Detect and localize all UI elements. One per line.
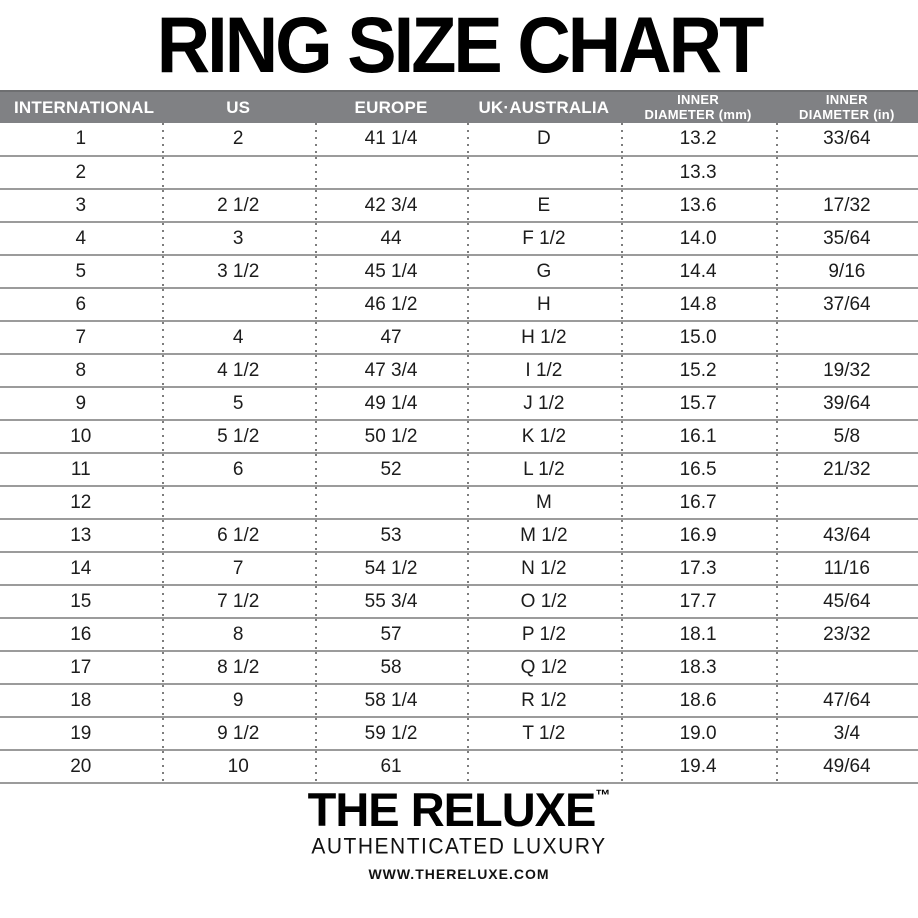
column-header-inner-diameter-mm bbox=[621, 91, 776, 123]
cell-us: 5 1/2 bbox=[162, 420, 315, 453]
cell-uk_australia: Q 1/2 bbox=[467, 651, 620, 684]
cell-inner_diameter_mm: 18.3 bbox=[621, 651, 776, 684]
cell-uk_australia: M bbox=[467, 486, 620, 519]
cell-us: 8 bbox=[162, 618, 315, 651]
cell-us: 4 bbox=[162, 321, 315, 354]
cell-international: 13 bbox=[0, 519, 162, 552]
table-row bbox=[0, 651, 918, 684]
cell-international: 20 bbox=[0, 750, 162, 783]
cell-inner_diameter_in: 11/16 bbox=[776, 552, 918, 585]
cell-us bbox=[162, 288, 315, 321]
brand-name: THE RELUXE bbox=[307, 783, 596, 836]
cell-inner_diameter_in: 39/64 bbox=[776, 387, 918, 420]
cell-europe: 42 3/4 bbox=[315, 189, 467, 222]
cell-us: 6 bbox=[162, 453, 315, 486]
cell-inner_diameter_mm: 17.3 bbox=[621, 552, 776, 585]
cell-us: 2 1/2 bbox=[162, 189, 315, 222]
cell-international: 12 bbox=[0, 486, 162, 519]
cell-uk_australia: M 1/2 bbox=[467, 519, 620, 552]
cell-inner_diameter_mm: 18.1 bbox=[621, 618, 776, 651]
table-row bbox=[0, 288, 918, 321]
cell-inner_diameter_in bbox=[776, 156, 918, 189]
cell-inner_diameter_mm: 14.4 bbox=[621, 255, 776, 288]
table-row bbox=[0, 387, 918, 420]
table-body bbox=[0, 123, 918, 783]
cell-international: 8 bbox=[0, 354, 162, 387]
cell-us: 7 bbox=[162, 552, 315, 585]
cell-europe: 57 bbox=[315, 618, 467, 651]
cell-international: 2 bbox=[0, 156, 162, 189]
cell-inner_diameter_mm: 14.8 bbox=[621, 288, 776, 321]
cell-international: 18 bbox=[0, 684, 162, 717]
column-header-europe: EUROPE bbox=[315, 91, 467, 123]
cell-europe: 59 1/2 bbox=[315, 717, 467, 750]
cell-uk_australia: J 1/2 bbox=[467, 387, 620, 420]
cell-europe: 58 1/4 bbox=[315, 684, 467, 717]
table-row bbox=[0, 750, 918, 783]
trademark-symbol: ™ bbox=[595, 787, 611, 804]
cell-inner_diameter_mm: 18.6 bbox=[621, 684, 776, 717]
cell-inner_diameter_mm: 19.0 bbox=[621, 717, 776, 750]
cell-uk_australia: H bbox=[467, 288, 620, 321]
cell-europe: 54 1/2 bbox=[315, 552, 467, 585]
header-line-2: DIAMETER (mm) bbox=[644, 106, 752, 122]
cell-europe bbox=[315, 156, 467, 189]
cell-inner_diameter_mm: 14.0 bbox=[621, 222, 776, 255]
cell-us: 4 1/2 bbox=[162, 354, 315, 387]
cell-inner_diameter_mm: 16.9 bbox=[621, 519, 776, 552]
table-row bbox=[0, 255, 918, 288]
cell-inner_diameter_in: 35/64 bbox=[776, 222, 918, 255]
cell-us: 5 bbox=[162, 387, 315, 420]
header-line-2: DIAMETER (in) bbox=[799, 106, 895, 122]
cell-international: 1 bbox=[0, 123, 162, 156]
cell-inner_diameter_mm: 16.7 bbox=[621, 486, 776, 519]
cell-uk_australia: N 1/2 bbox=[467, 552, 620, 585]
cell-inner_diameter_mm: 15.2 bbox=[621, 354, 776, 387]
cell-uk_australia: G bbox=[467, 255, 620, 288]
column-header-international: INTERNATIONAL bbox=[0, 91, 162, 123]
cell-international: 7 bbox=[0, 321, 162, 354]
brand-tagline: AUTHENTICATED LUXURY bbox=[311, 834, 607, 859]
cell-europe: 49 1/4 bbox=[315, 387, 467, 420]
cell-inner_diameter_mm: 13.3 bbox=[621, 156, 776, 189]
cell-inner_diameter_in: 17/32 bbox=[776, 189, 918, 222]
cell-europe: 47 3/4 bbox=[315, 354, 467, 387]
cell-uk_australia: P 1/2 bbox=[467, 618, 620, 651]
cell-uk_australia: F 1/2 bbox=[467, 222, 620, 255]
cell-europe: 58 bbox=[315, 651, 467, 684]
cell-uk_australia: E bbox=[467, 189, 620, 222]
cell-us: 10 bbox=[162, 750, 315, 783]
table-row bbox=[0, 618, 918, 651]
cell-inner_diameter_in: 45/64 bbox=[776, 585, 918, 618]
cell-us bbox=[162, 486, 315, 519]
table-row bbox=[0, 684, 918, 717]
table-row bbox=[0, 321, 918, 354]
table-row bbox=[0, 156, 918, 189]
table-row bbox=[0, 519, 918, 552]
cell-inner_diameter_in: 23/32 bbox=[776, 618, 918, 651]
cell-inner_diameter_in: 49/64 bbox=[776, 750, 918, 783]
cell-us: 9 1/2 bbox=[162, 717, 315, 750]
table-row bbox=[0, 585, 918, 618]
cell-europe: 46 1/2 bbox=[315, 288, 467, 321]
cell-international: 3 bbox=[0, 189, 162, 222]
cell-europe: 50 1/2 bbox=[315, 420, 467, 453]
table-header bbox=[0, 91, 918, 123]
cell-inner_diameter_in: 19/32 bbox=[776, 354, 918, 387]
table-row bbox=[0, 123, 918, 156]
cell-inner_diameter_mm: 15.7 bbox=[621, 387, 776, 420]
cell-inner_diameter_mm: 15.0 bbox=[621, 321, 776, 354]
table-row bbox=[0, 552, 918, 585]
header-line-1: INNER bbox=[825, 91, 868, 107]
cell-international: 5 bbox=[0, 255, 162, 288]
cell-uk_australia: O 1/2 bbox=[467, 585, 620, 618]
cell-inner_diameter_in: 3/4 bbox=[776, 717, 918, 750]
cell-inner_diameter_in: 21/32 bbox=[776, 453, 918, 486]
cell-europe: 41 1/4 bbox=[315, 123, 467, 156]
cell-uk_australia: I 1/2 bbox=[467, 354, 620, 387]
cell-uk_australia: T 1/2 bbox=[467, 717, 620, 750]
cell-europe: 45 1/4 bbox=[315, 255, 467, 288]
table-row bbox=[0, 354, 918, 387]
cell-uk_australia: L 1/2 bbox=[467, 453, 620, 486]
table-row bbox=[0, 717, 918, 750]
cell-international: 9 bbox=[0, 387, 162, 420]
table-row bbox=[0, 189, 918, 222]
cell-inner_diameter_in bbox=[776, 486, 918, 519]
cell-us: 2 bbox=[162, 123, 315, 156]
website-url: WWW.THERELUXE.COM bbox=[368, 866, 550, 882]
cell-uk_australia: D bbox=[467, 123, 620, 156]
cell-inner_diameter_in bbox=[776, 321, 918, 354]
cell-inner_diameter_in bbox=[776, 651, 918, 684]
brand-logo bbox=[307, 783, 611, 836]
cell-inner_diameter_mm: 17.7 bbox=[621, 585, 776, 618]
cell-inner_diameter_mm: 13.2 bbox=[621, 123, 776, 156]
table-header-row bbox=[0, 91, 918, 123]
cell-inner_diameter_mm: 16.1 bbox=[621, 420, 776, 453]
cell-uk_australia: H 1/2 bbox=[467, 321, 620, 354]
cell-international: 17 bbox=[0, 651, 162, 684]
cell-europe: 55 3/4 bbox=[315, 585, 467, 618]
cell-international: 16 bbox=[0, 618, 162, 651]
page-title: RING SIZE CHART bbox=[156, 0, 762, 89]
cell-inner_diameter_in: 43/64 bbox=[776, 519, 918, 552]
cell-inner_diameter_in: 33/64 bbox=[776, 123, 918, 156]
footer bbox=[0, 784, 918, 918]
cell-inner_diameter_mm: 16.5 bbox=[621, 453, 776, 486]
cell-europe: 52 bbox=[315, 453, 467, 486]
cell-inner_diameter_in: 9/16 bbox=[776, 255, 918, 288]
cell-europe: 53 bbox=[315, 519, 467, 552]
cell-international: 11 bbox=[0, 453, 162, 486]
cell-uk_australia: R 1/2 bbox=[467, 684, 620, 717]
column-header-uk-australia: UK·AUSTRALIA bbox=[467, 91, 620, 123]
cell-international: 10 bbox=[0, 420, 162, 453]
cell-inner_diameter_mm: 19.4 bbox=[621, 750, 776, 783]
table-row bbox=[0, 420, 918, 453]
cell-europe: 61 bbox=[315, 750, 467, 783]
cell-europe: 47 bbox=[315, 321, 467, 354]
cell-us: 3 bbox=[162, 222, 315, 255]
table-row bbox=[0, 486, 918, 519]
cell-international: 15 bbox=[0, 585, 162, 618]
cell-europe: 44 bbox=[315, 222, 467, 255]
table-row bbox=[0, 453, 918, 486]
table-row bbox=[0, 222, 918, 255]
cell-us: 3 1/2 bbox=[162, 255, 315, 288]
cell-international: 4 bbox=[0, 222, 162, 255]
column-header-us: US bbox=[162, 91, 315, 123]
cell-us: 8 1/2 bbox=[162, 651, 315, 684]
cell-us: 6 1/2 bbox=[162, 519, 315, 552]
cell-inner_diameter_in: 5/8 bbox=[776, 420, 918, 453]
cell-international: 19 bbox=[0, 717, 162, 750]
cell-inner_diameter_mm: 13.6 bbox=[621, 189, 776, 222]
cell-inner_diameter_in: 47/64 bbox=[776, 684, 918, 717]
cell-uk_australia: K 1/2 bbox=[467, 420, 620, 453]
ring-size-table bbox=[0, 90, 918, 784]
cell-uk_australia bbox=[467, 156, 620, 189]
cell-us bbox=[162, 156, 315, 189]
cell-inner_diameter_in: 37/64 bbox=[776, 288, 918, 321]
cell-international: 14 bbox=[0, 552, 162, 585]
cell-europe bbox=[315, 486, 467, 519]
column-header-inner-diameter-in bbox=[776, 91, 918, 123]
header-line-1: INNER bbox=[677, 91, 720, 107]
cell-us: 9 bbox=[162, 684, 315, 717]
cell-uk_australia bbox=[467, 750, 620, 783]
cell-us: 7 1/2 bbox=[162, 585, 315, 618]
cell-international: 6 bbox=[0, 288, 162, 321]
